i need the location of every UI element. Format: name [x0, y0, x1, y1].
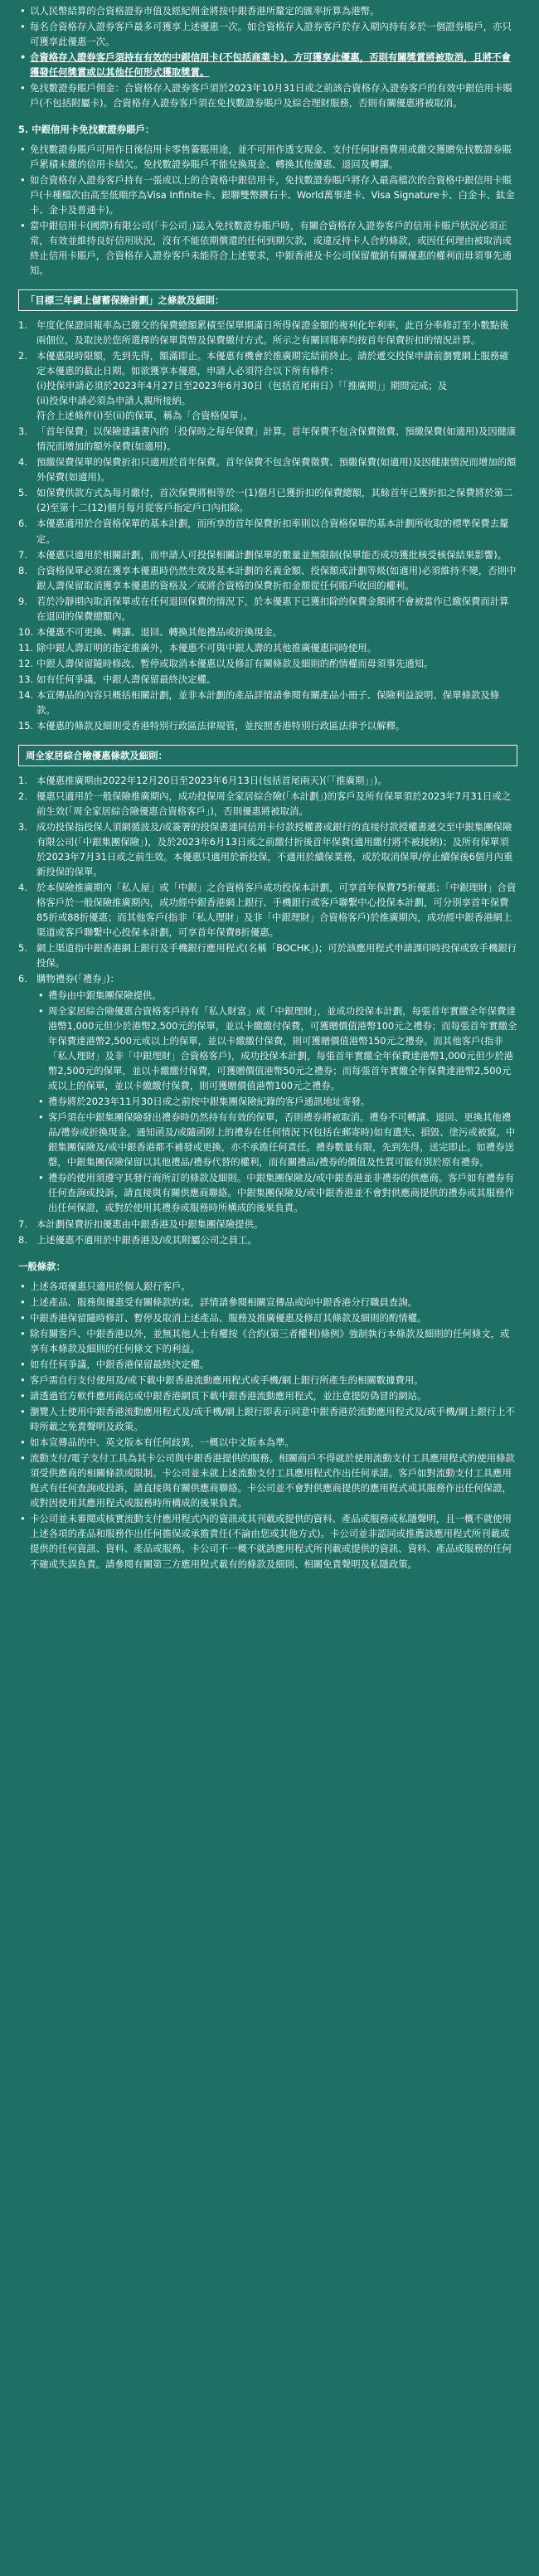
item-number: 12.: [18, 657, 34, 669]
numbered-item: [18, 656, 517, 671]
item-text: 本優惠推廣期由2022年12月20日至2023年6月13日(包括首尾兩天)(「「推廣期」」)。: [36, 774, 387, 786]
list-item: • 如本宣傳品的中、英文版本有任何歧異，一概以中文版本為準。: [18, 1435, 517, 1450]
item-number: 8.: [18, 564, 27, 576]
item-number: 5.: [18, 487, 27, 499]
general-terms-list: [18, 1279, 517, 1571]
list-item: • 瀏覽人士使用中銀香港流動應用程式及/或手機/網上銀行即表示同意中銀香港於流動應用程式及/或手機/網上銀行上不時所載之免責聲明及政策。: [18, 1404, 517, 1434]
list-item: • 除有關客戶、中銀香港以外，並無其他人士有權按《合約(第三者權利)條例》強制執行本條款及細則的任何條文，或享有本條款及細則的任何條文下的利益。: [18, 1326, 517, 1356]
item-text: 本宣傳品的內容只概括相關計劃，並非本計劃的產品詳情請參閱有關產品小冊子、保險利益說明、保單條款及條款。: [36, 688, 500, 716]
item-text: 中銀人壽保留隨時修改、暫停或取消本優惠以及修訂有關條款及細則的酌情權而毋須事先通知。: [36, 657, 434, 669]
item-number: 2.: [18, 790, 27, 802]
item-text: 本優惠不可更換、轉讓、退回、轉換其他禮品或折換現金。: [36, 625, 283, 638]
numbered-item: [18, 348, 517, 423]
item-number: 14.: [18, 688, 34, 701]
list-item: • 請透過官方軟件應用商店或中銀香港網頁下載中銀香港流動應用程式，並注意提防偽冒的網站。: [18, 1388, 517, 1403]
numbered-item: [18, 485, 517, 515]
numbered-item: [18, 625, 517, 639]
item-text: 購物禮券(「禮券」)：: [36, 972, 120, 984]
numbered-item: [18, 688, 517, 717]
item-number: 7.: [18, 548, 27, 561]
top-bullet-list: [18, 3, 517, 110]
item-number: 9.: [18, 595, 27, 607]
item-number: 1.: [18, 774, 27, 786]
section-5-heading: 5. 中銀信用卡免找數證券賬戶：: [18, 124, 155, 136]
home-insurance-terms-heading: 周全家居綜合險優惠條款及細則：: [18, 745, 517, 766]
numbered-item: [18, 547, 517, 562]
item-number: 11.: [18, 641, 34, 654]
item-number: 10.: [18, 625, 34, 638]
list-item: • 當中銀信用卡(國際)有限公司(「卡公司」)誌入免找數證券賬戶時，有關合資格存入證券客戶的信用卡賬戶狀況必須正常，有效並維持良好信用狀況，沒有不能依期償還的任何到期欠款，或違反持卡人合約條款，或因任何理由被取消或終止信用卡賬戶，合資格存入證券客戶未能符合上述要求，中銀香港及卡公司保留撤銷有關優惠的權利而毋須事先通知。: [18, 218, 517, 278]
item-number: 4.: [18, 456, 27, 469]
numbered-item: [18, 318, 517, 348]
numbered-item: [18, 563, 517, 593]
numbered-item: [18, 516, 517, 546]
item-text: 本優惠只適用於相關計劃，而申請人可投保相關計劃保單的數量並無限制(保單能否成功獲批核受核保結果影響)。: [36, 548, 507, 561]
item-number: 1.: [18, 319, 27, 332]
list-item: • 中銀香港保留隨時修訂、暫停及取消上述產品、服務及推廣優惠及修訂其條款及細則的酌情權。: [18, 1310, 517, 1325]
numbered-item: [18, 819, 517, 879]
numbered-item: [18, 880, 517, 940]
insurance-terms-heading: 「目標三年網上儲蓄保險計劃」之條款及細則：: [18, 289, 517, 311]
numbered-item: [18, 789, 517, 819]
numbered-item: [18, 454, 517, 484]
item-number: 2.: [18, 350, 27, 362]
item-number: 6.: [18, 972, 27, 984]
voucher-bullet-list: [36, 988, 517, 1215]
item-text: 本優惠限時限額，先到先得，額滿即止。本優惠有機會於推廣期完結前終止。請於遞交投保申請前瀏覽網上服務確定本優惠的截止日期。如欲獲享本優惠，申請人必須符合以下所有條件： (i)投保申請必須於2023年4月27日至2023年6月30日（包括首尾兩日）「「推廣期」」期間完成；及 (ii)投保申請必須為申請人親所接納。 符合上述條件(i)至(ii)的保單，稱為「合資格保單」。: [36, 350, 509, 422]
item-number: 13.: [18, 673, 34, 685]
item-text: 合資格保單必須在獲享本優惠時仍然生效及基本計劃的名義金額、投保額或計劃等級(如適用)必須維持不變，否則中銀人壽保留取消獲享本優惠的資格及／或將合資格的保費折扣金額從任何賬戶收回的權利。: [36, 564, 517, 591]
list-item: • 如合資格存入證券客戶持有一張或以上的合資格中銀信用卡，免找數證券賬戶將存入最高檔次的合資格中銀信用卡賬戶(卡種檔次由高至低順序為Visa Infinite卡、銀聯雙幣鑽石卡、World萬事達卡、Visa Signature卡、白金卡、鈦金卡、金卡及普通卡)。: [18, 173, 517, 217]
item-number: 3.: [18, 820, 27, 833]
item-text: 本計劃保費折扣優惠由中銀香港及中銀集團保險提供。: [36, 1218, 264, 1231]
section-5-bullet-list: [18, 142, 517, 278]
item-text: 本優惠的條款及細則受香港特別行政區法律規管，並按照香港特別行政區法律予以解釋。: [36, 719, 405, 731]
numbered-item: [18, 718, 517, 733]
list-item: • 免找數證券賬戶佣金：合資格存入證券客戶須於2023年10月31日或之前該合資格存入證券客戶的有效中銀信用卡賬戶(不包括附屬卡)。合資格存入證券客戶須在免找數證券賬戶及綜合理財服務，否則有關優惠將被取消。: [18, 80, 517, 110]
item-number: 4.: [18, 881, 27, 893]
list-item: • 客戶須在中銀集團保險發出禮券時仍然持有有效的保單，否則禮券將被取消。禮券不可轉讓、退回、更換其他禮品/禮券或折換現金。通知函及/或隨函附上的禮券在任何情況下(包括在郵寄時)如有遺失、損毀、塗污或被竄，中銀集團保險及/或中銀香港都不補發或更換，亦不承擔任何責任。禮券數量有限，先到先得，送完即止。如禮券送罄，中銀集團保險保留以其他禮品/禮券代替的權利，而有關禮品/禮券的價值及性質可能有別於原有禮券。: [36, 1110, 517, 1169]
item-number: 5.: [18, 941, 27, 954]
item-text: 「首年保費」以保險建議書內的「投保時之每年保費」計算。首年保費不包含保費徵費、預繳保費(如適用)及因健康情況而增加的額外保費(如適用)。: [36, 425, 517, 453]
item-text: 除中銀人壽訂明的指定推廣外，本優惠不可與中銀人壽的其他推廣優惠同時使用。: [36, 641, 377, 654]
numbered-item: [18, 594, 517, 624]
item-text: 預繳保費保單的保費折扣只適用於首年保費。首年保費不包含保費徵費、預繳保費(如適用)及因健康情況而增加的額外保費(如適用)。: [36, 456, 517, 484]
item-text: 成功投保指投保人須網循波及/或簽署的投保書連同信用卡付款授權書或銀行的直接付款授權書遞交至中銀集團保險有限公司(「中銀集團保險」)，及於2023年6月13日或之前繳付折後首年保費(適用繳付將不被接納)；及所有保單須於2023年7月31日或之前生效。本優惠只適用於新投保，不適用於續保業務，或於取消保單/停止續保後6個月內重新投保的保單。: [36, 820, 513, 877]
item-text: 如保費供款方式為每月繳付，首次保費將相等於一(1)個月已獲折扣的保費總額，其餘首年已獲折扣之保費將於第二(2)至第十二(12)個月每月從客戶指定戶口內扣除。: [36, 487, 513, 514]
item-number: 8.: [18, 1234, 27, 1247]
list-item: • 合資格存入證券客戶須持有有效的中銀信用卡(不包括商業卡)，方可獲享此優惠，否則有關獎賞將被取消，且將不會獲發任何獎賞或以其他任何形式獲取獎賞。: [18, 50, 517, 80]
list-item: • 流動支付/電子支付工具為其卡公司與中銀香港提供的服務。相關商戶不得就於使用流動支付工具應用程式的使用條款須受供應商的相關條款或限制。卡公司並未就上述流動支付工具應用程式作出任何承諾。客戶如對流動支付工具應用程式有任何查詢或投訴，請直接與有關供應商聯絡。卡公司並不會對供應商提供的應用程式或其服務作出任何保證，或對因使用其應用程式或服務時所構成的後果負責。: [18, 1451, 517, 1510]
item-number: 15.: [18, 719, 34, 731]
list-item: • 禮券由中銀集團保險提供。: [36, 988, 517, 1003]
numbered-item: [18, 940, 517, 970]
item-text: 本優惠適用於合資格保單的基本計劃，而所享的首年保費折扣率則以合資格保單的基本計劃所收取的標準保費去釐定。: [36, 518, 509, 545]
numbered-item: [18, 1217, 517, 1232]
numbered-item: [18, 773, 517, 788]
list-item: • 禮券的使用須遵守其發行商所訂的條款及細則。中銀集團保險及/或中銀香港並非禮券的供應商。客戶如有禮券有任何查詢或投訴，請直接與有關供應商聯絡。中銀集團保險及/或中銀香港並不會對供應商提供的禮券或其服務作出任何保證，或對於使用其禮券或服務時所構成的後果負責。: [36, 1170, 517, 1215]
item-text: 優惠只適用於一般保險推廣期內，成功投保周全家居綜合險(「本計劃」)的客戶及所有保單須於2023年7月31日或之前生效(「周全家居綜合險優惠合資格客戶」)，否則優惠將被取消。: [36, 790, 512, 817]
home-insurance-terms-tail: [18, 1217, 517, 1247]
numbered-item: [18, 672, 517, 687]
general-terms-heading: 一般條款：: [18, 1261, 66, 1273]
numbered-item: [18, 971, 517, 986]
list-item: • 以人民幣結算的合資格證券市值及經紀佣金將按中銀香港所釐定的匯率折算為港幣。: [18, 3, 517, 18]
numbered-item: [18, 424, 517, 454]
list-item: • 卡公司並未審閱或核實流動支付應用程式內的資訊或其刊載或提供的資料、產品或服務或私隱聲明，且一概不就使用上述各項的產品和服務作出任何擔保或承擔責任(不論由您或其他方式)。卡公司並非認同或推薦該應用程式所刊載或提供的任何資訊、資料、產品或服務。卡公司不一概不就該應用程式所刊載或提供的資訊、資料、產品或服務的任何不確或失誤負責。請參閱有關第三方應用程式載有的條款及細則、相關免責聲明及私隱政策。: [18, 1511, 517, 1571]
list-item: • 免找數證券賬戶可用作日後信用卡零售簽賬用途，並不可用作透支現金、支付任何財務費用或繳交獲贈免找數證券賬戶累積未繳的信用卡結欠。免找數證券賬戶不能兌換現金、轉換其他優惠、退回及轉讓。: [18, 142, 517, 172]
insurance-terms-list: [18, 318, 517, 732]
home-insurance-terms-list: [18, 773, 517, 986]
item-text: 若於冷靜期內取消保單或在任何退回保費的情況下，於本優惠下已獲扣除的保費金額將不會被當作已繳保費而計算在退回的保費總額內。: [36, 595, 509, 622]
list-item: • 禮券將於2023年11月30日或之前按中銀集團保險紀錄的客戶通訊地址寄發。: [36, 1094, 517, 1109]
list-item: • 上述各項優惠只適用於個人銀行客戶。: [18, 1279, 517, 1294]
item-text: 上述優惠不適用於中銀香港及/或其附屬公司之員工。: [36, 1234, 257, 1247]
list-item: • 周全家居綜合險優惠合資格客戶持有「私人財富」或「中銀理財」，並成功投保本計劃，每張首年實繳全年保費達港幣1,000元但少於港幣2,500元的保單，並以卡繳繳付保費，可獲贈價值港幣100元之禮券；而每張首年實繳全年保費達港幣2,500元或以上的保單，並以卡繳繳付保費，則可獲贈價值港幣150元之禮券。而其他客戶(指非「私人理財」及非「中銀理財」合資格客戶)，成功投保本計劃，每張首年實繳全年保費達港幣1,000元但少於港幣2,500元的保單，並以卡繳繳付保費，可獲贈價值港幣50元之禮券；而每張首年實繳全年保費達港幣2,500元或以上的保單，並以卡繳繳付保費，則可獲贈價值港幣100元之禮券。: [36, 1004, 517, 1093]
item-number: 3.: [18, 425, 27, 438]
item-text: 如有任何爭議，中銀人壽保留最終決定權。: [36, 673, 216, 685]
numbered-item: [18, 1232, 517, 1247]
item-text: 於本保險推廣期內「私人屋」或「中銀」之合資格客戶成功投保本計劃，可享首年保費75折優惠；「中銀理財」合資格客戶於一般保險推廣期內，成功經中銀香港網上銀行、手機銀行或客戶聯繫中心投保本計劃，可分別享首年保費85折或88折優惠；而其他客戶(指非「私人理財」及非「中銀理財」合資格客戶)於推廣期內，成功經中銀香港網上渠道或客戶聯繫中心投保本計劃，可享首年保費8折優惠。: [36, 881, 517, 938]
item-text: 年度化保證回報率為已繳交的保費總額累積至保單期滿日所得保證金額的複利化年利率，此百分率修訂至小數點後兩個位，及取決於您所選擇的保單貨幣及保費繳付方式。所示之有關回報率均按首年保費折扣的情況計算。: [36, 319, 509, 347]
item-number: 6.: [18, 518, 27, 530]
item-number: 7.: [18, 1218, 27, 1231]
list-item: • 每名合資格存入證券客戶最多可獲享上述優惠一次。如合資格存入證券客戶於存入期內持有多於一個證券賬戶，亦只可獲享此優惠一次。: [18, 19, 517, 49]
item-text: 網上渠道指中銀香港網上銀行及手機銀行應用程式(名稱「BOCHK」)；可於該應用程式申請課印時投保或致手機銀行投保。: [36, 941, 517, 969]
list-item: • 如有任何爭議，中銀香港保留最終決定權。: [18, 1357, 517, 1372]
list-item: • 上述產品、服務與優惠受有關條款約束，詳情請參閱相關宣傳品或向中銀香港分行職員查詢。: [18, 1295, 517, 1310]
numbered-item: [18, 640, 517, 655]
list-item: • 客戶需自行支付使用及/或下載中銀香港流動應用程式或手機/網上銀行所產生的相關數據費用。: [18, 1373, 517, 1388]
